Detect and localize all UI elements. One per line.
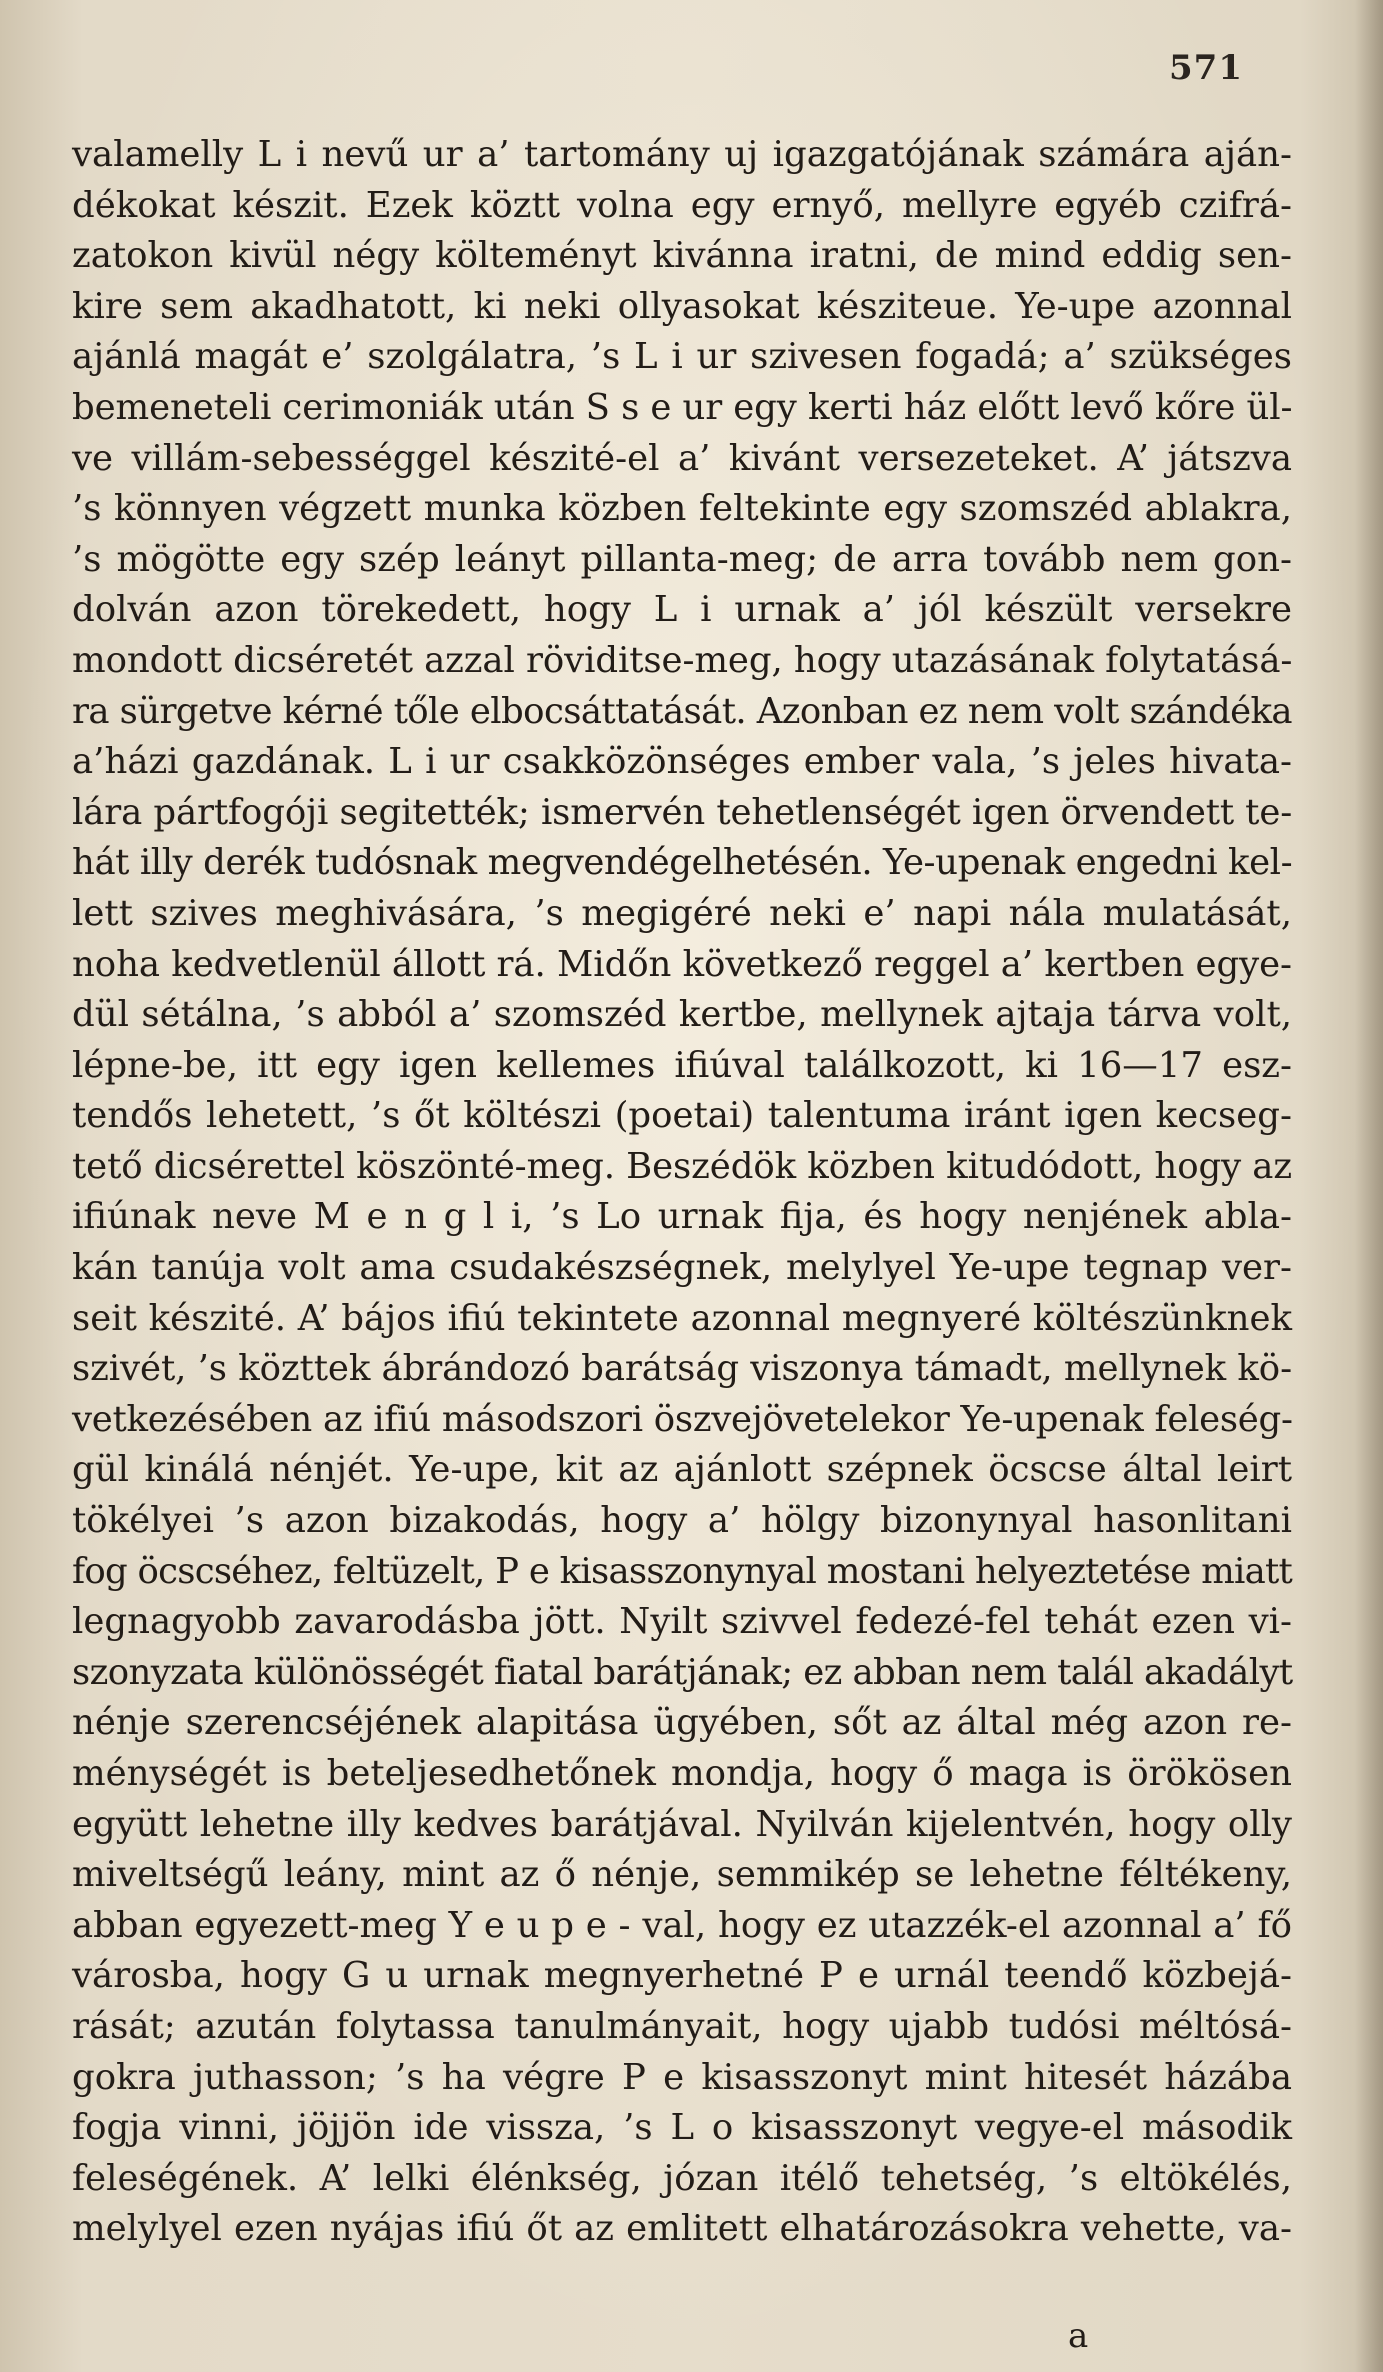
body-text: [72, 130, 1292, 2255]
text-line-42: melylyel ezen nyájas ifiú őt az emlitett elhatározásokra vehette, va-: [72, 2208, 1292, 2250]
text-line-36: abban egyezett-meg Y e u p e - val, hogy ez utazzék-el azonnal a’ fő: [72, 1904, 1292, 1946]
text-line-9: ’s mögötte egy szép leányt pillanta-meg; de arra tovább nem gon-: [72, 538, 1292, 580]
text-line-39: gokra juthasson; ’s ha végre P e kisasszonyt mint hitesét házába: [72, 2056, 1292, 2098]
text-line-2: dékokat készit. Ezek köztt volna egy ernyő, mellyre egyéb czifrá-: [72, 184, 1292, 226]
text-line-24: seit készité. A’ bájos ifiú tekintete azonnal megnyeré költészünknek: [72, 1297, 1292, 1339]
text-line-29: fog öcscséhez, feltüzelt, P e kisasszonynyal mostani helyeztetése miatt: [72, 1550, 1292, 1592]
text-line-12: ra sürgetve kérné tőle elbocsáttatását. Azonban ez nem volt szándéka: [72, 690, 1292, 732]
text-line-17: noha kedvetlenül állott rá. Midőn következő reggel a’ kertben egye-: [72, 943, 1292, 985]
text-line-20: tendős lehetett, ’s őt költészi (poetai) talentuma iránt igen kecseg-: [72, 1095, 1292, 1137]
text-line-23: kán tanúja volt ama csudakészségnek, melylyel Ye-upe tegnap ver-: [72, 1247, 1292, 1289]
text-line-11: mondott dicséretét azzal röviditse-meg, hogy utazásának folytatásá-: [72, 639, 1293, 681]
page-number: 571: [1169, 48, 1243, 88]
text-line-1: valamelly L i nevű ur a’ tartomány uj igazgatójának számára aján-: [72, 134, 1292, 175]
text-line-13: a’házi gazdának. L i ur csakközönséges ember vala, ’s jeles hivata-: [72, 741, 1292, 783]
text-line-40: fogja vinni, jöjjön ide vissza, ’s L o kisasszonyt vegye-el második: [72, 2107, 1292, 2149]
text-line-5: ajánlá magát e’ szolgálatra, ’s L i ur szivesen fogadá; a’ szükséges: [72, 336, 1292, 378]
catchword: a: [1068, 2316, 1089, 2356]
text-line-34: együtt lehetne illy kedves barátjával. Nyilván kijelentvén, hogy olly: [72, 1803, 1292, 1845]
text-line-14: lára pártfogóji segitették; ismervén tehetlenségét igen örvendett te-: [72, 791, 1293, 833]
text-line-41: feleségének. A’ lelki élénkség, józan itélő tehetség, ’s eltökélés,: [72, 2157, 1292, 2199]
text-line-18: dül sétálna, ’s abból a’ szomszéd kertbe, mellynek ajtaja tárva volt,: [72, 994, 1292, 1036]
text-line-7: ve villám-sebességgel készité-el a’ kivánt versezeteket. A’ játszva: [72, 437, 1292, 479]
text-line-3: zatokon kivül négy költeményt kivánna iratni, de mind eddig sen-: [72, 235, 1292, 277]
text-line-26: vetkezésében az ifiú másodszori öszvejövetelekor Ye-upenak feleség-: [72, 1398, 1293, 1440]
page-edge-shadow: [1355, 0, 1383, 2372]
text-line-21: tető dicsérettel köszönté-meg. Beszédök közben kitudódott, hogy az: [72, 1145, 1292, 1187]
text-line-28: tökélyei ’s azon bizakodás, hogy a’ hölgy bizonynyal hasonlitani: [72, 1500, 1292, 1542]
text-line-38: rását; azután folytassa tanulmányait, hogy ujabb tudósi méltósá-: [72, 2005, 1292, 2047]
text-line-30: legnagyobb zavarodásba jött. Nyilt szivvel fedezé-fel tehát ezen vi-: [72, 1601, 1292, 1643]
text-line-32: nénje szerencséjének alapitása ügyében, sőt az által még azon re-: [72, 1702, 1292, 1744]
text-line-35: miveltségű leány, mint az ő nénje, semmikép se lehetne féltékeny,: [72, 1854, 1292, 1896]
text-line-6: bemeneteli cerimoniák után S s e ur egy kerti ház előtt levő kőre ül-: [72, 386, 1293, 428]
text-line-16: lett szives meghivására, ’s megigéré neki e’ napi nála mulatását,: [72, 892, 1292, 934]
text-line-25: szivét, ’s közttek ábrándozó barátság viszonya támadt, mellynek kö-: [72, 1348, 1292, 1390]
text-line-31: szonyzata különösségét fiatal barátjának; ez abban nem talál akadályt: [72, 1651, 1293, 1693]
text-line-22: ifiúnak neve M e n g l i, ’s Lo urnak fija, és hogy nenjének abla-: [72, 1196, 1292, 1238]
text-line-8: ’s könnyen végzett munka közben feltekinte egy szomszéd ablakra,: [72, 488, 1292, 530]
text-line-19: lépne-be, itt egy igen kellemes ifiúval találkozott, ki 16—17 esz-: [72, 1044, 1292, 1086]
text-line-33: ménységét is beteljesedhetőnek mondja, hogy ő maga is örökösen: [72, 1753, 1292, 1794]
text-line-10: dolván azon törekedett, hogy L i urnak a’ jól készült versekre: [72, 589, 1292, 631]
text-line-15: hát illy derék tudósnak megvendégelhetésén. Ye-upenak engedni kel-: [72, 842, 1293, 884]
text-line-37: városba, hogy G u urnak megnyerhetné P e urnál teendő közbejá-: [72, 1955, 1292, 1997]
text-line-27: gül kinálá nénjét. Ye-upe, kit az ajánlott szépnek öcscse által leirt: [72, 1449, 1292, 1491]
text-line-4: kire sem akadhatott, ki neki ollyasokat késziteue. Ye-upe azonnal: [72, 285, 1292, 327]
